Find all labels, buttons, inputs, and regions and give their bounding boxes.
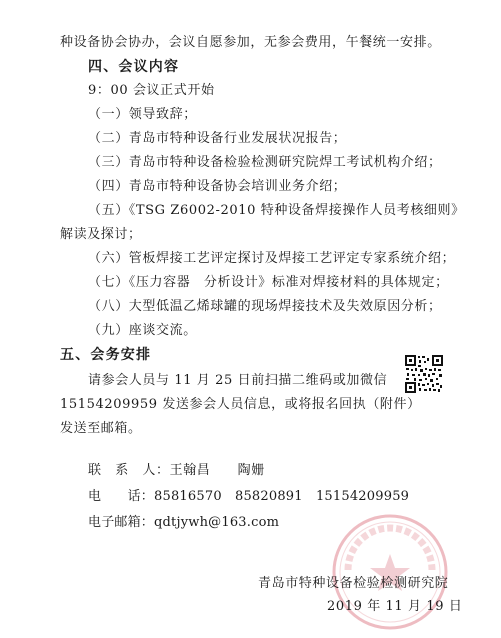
agenda-item-5: （五）《TSG Z6002-2010 特种设备焊接操作人员考核细则》 <box>88 203 465 218</box>
agenda-item-1: （一）领导致辞； <box>88 107 197 122</box>
intro-tail: 种设备协会协办，会议自愿参加，无参会费用，午餐统一安排。 <box>60 35 441 50</box>
phone-row <box>88 488 409 506</box>
agenda-item-2: （二）青岛市特种设备行业发展状况报告； <box>88 131 347 146</box>
issuing-organization: 青岛市特种设备检验检测研究院 <box>258 576 449 591</box>
agenda-item-3: （三）青岛市特种设备检验检测研究院焊工考试机构介绍； <box>88 155 442 170</box>
email-value[interactable]: qdtjywh@163.com <box>154 515 280 530</box>
qr-code-icon[interactable] <box>404 354 444 394</box>
contact-names: 王翰昌 陶姗 <box>169 463 265 478</box>
meeting-start-time: 9：00 会议正式开始 <box>88 83 215 98</box>
contact-label: 联 系 人： <box>88 463 170 478</box>
agenda-item-8: （八）大型低温乙烯球罐的现场焊接技术及失效原因分析； <box>88 299 442 314</box>
agenda-item-9: （九）座谈交流。 <box>88 323 197 338</box>
section4-heading: 四、会议内容 <box>88 59 180 75</box>
contact-row <box>88 462 265 480</box>
agenda-item-6: （六）管板焊接工艺评定探讨及焊接工艺评定专家系统介绍； <box>88 251 456 266</box>
phone-numbers: 85816570 85820891 15154209959 <box>154 489 410 504</box>
email-row <box>88 514 279 532</box>
section5-heading: 五、会务安排 <box>60 347 152 363</box>
registration-line-2: 15154209959 发送参会人员信息，或将报名回执（附件） <box>60 397 421 412</box>
agenda-item-7: （七）《压力容器 分析设计》标准对焊接材料的具体规定； <box>88 275 449 290</box>
email-label: 电子邮箱： <box>88 515 155 530</box>
agenda-item-4: （四）青岛市特种设备协会培训业务介绍； <box>88 179 347 194</box>
issue-date: 2019 年 11 月 19 日 <box>327 599 463 614</box>
phone-label: 电 话： <box>88 489 155 504</box>
registration-line-1: 请参会人员与 11 月 25 日前扫描二维码或加微信 <box>88 373 388 388</box>
agenda-item-5-cont: 解读及探讨； <box>60 227 142 242</box>
registration-line-3: 发送至邮箱。 <box>60 421 142 436</box>
